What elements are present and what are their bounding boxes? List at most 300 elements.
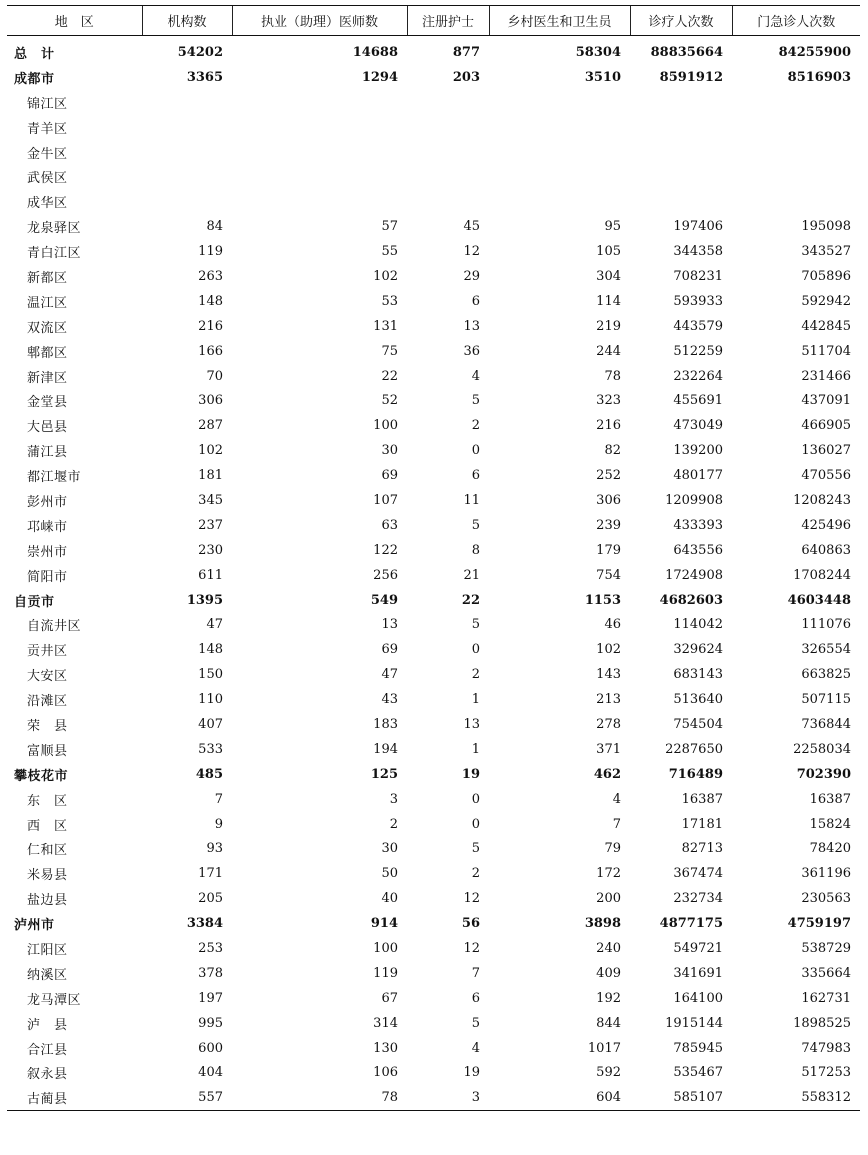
table-row: [7, 637, 860, 662]
nurses-cell: 4: [471, 1040, 480, 1056]
visits-cell: 8591912: [659, 69, 723, 85]
village-doctors-cell: 240: [596, 941, 621, 956]
outpatient-visits-cell: [732, 189, 860, 214]
village-doctors-cell: 239: [596, 517, 621, 533]
institutions-cell: 287: [198, 418, 223, 434]
physicians-cell: 53: [381, 293, 398, 309]
outpatient-visits-cell: 640863: [801, 542, 851, 558]
village-doctors-cell: 82: [604, 443, 621, 459]
institutions-cell: 148: [198, 642, 223, 658]
outpatient-visits-cell: 702390: [796, 766, 851, 782]
institutions-cell: 7: [214, 791, 223, 807]
nurses-cell: 19: [461, 766, 480, 782]
physicians-cell: 183: [373, 716, 398, 732]
table-row: [7, 612, 860, 637]
visits-cell: [630, 115, 732, 140]
village-doctors-cell: 114: [596, 293, 621, 309]
village-doctors-cell: [489, 164, 630, 189]
table-row: [7, 787, 860, 812]
physicians-cell: 314: [373, 1015, 398, 1031]
visits-cell: 455691: [673, 393, 723, 409]
table-row: [7, 762, 860, 787]
region-name-cell: 简阳市: [27, 569, 68, 585]
physicians-cell: 67: [381, 990, 398, 1006]
region-name-cell: 郫都区: [27, 345, 68, 361]
region-name-cell: 锦江区: [27, 96, 68, 112]
institutions-cell: 263: [198, 268, 223, 284]
table-header-row: [7, 6, 860, 36]
visits-cell: 643556: [673, 542, 723, 558]
table-row: [7, 986, 860, 1011]
outpatient-visits-cell: [732, 90, 860, 115]
table-row: [7, 488, 860, 513]
physicians-cell: 69: [381, 642, 398, 658]
nurses-cell: 6: [471, 468, 480, 484]
table-row: [7, 1085, 860, 1110]
nurses-cell: 2: [471, 667, 480, 683]
village-doctors-cell: 192: [596, 990, 621, 1006]
physicians-cell: 52: [381, 393, 398, 409]
physicians-cell: 47: [381, 667, 398, 683]
institutions-cell: 150: [198, 667, 223, 683]
village-doctors-cell: 1017: [587, 1040, 621, 1056]
table-row: [7, 886, 860, 911]
region-name-cell: 仁和区: [27, 843, 68, 859]
table-row: [7, 662, 860, 687]
visits-cell: 4877175: [659, 916, 723, 932]
physicians-cell: 131: [373, 318, 398, 334]
institutions-cell: 197: [198, 990, 223, 1006]
outpatient-visits-cell: 437091: [801, 393, 851, 409]
village-doctors-cell: [489, 115, 630, 140]
visits-cell: 785945: [673, 1040, 723, 1056]
table-row: [7, 513, 860, 538]
institutions-cell: 378: [198, 965, 223, 981]
nurses-cell: 1: [471, 692, 480, 708]
outpatient-visits-cell: 1898525: [793, 1015, 851, 1031]
physicians-cell: 63: [381, 517, 398, 533]
visits-cell: 341691: [673, 965, 723, 981]
nurses-cell: 19: [463, 1065, 480, 1081]
physicians-cell: 107: [373, 492, 398, 508]
outpatient-visits-cell: 361196: [801, 866, 851, 882]
nurses-cell: 6: [471, 293, 480, 309]
nurses-cell: 0: [471, 443, 480, 459]
institutions-cell: 110: [198, 692, 223, 708]
nurses-cell: 13: [463, 318, 480, 334]
institutions-cell: [142, 189, 232, 214]
outpatient-visits-cell: [732, 140, 860, 165]
outpatient-visits-cell: 592942: [801, 293, 851, 309]
region-name-cell: 古蔺县: [7, 1085, 142, 1110]
visits-cell: 114042: [673, 617, 723, 633]
nurses-cell: 5: [471, 841, 480, 857]
region-name-cell: 青羊区: [27, 121, 68, 137]
table-row: [7, 687, 860, 712]
region-name-cell: 都江堰市: [27, 470, 82, 486]
visits-cell: 473049: [673, 418, 723, 434]
outpatient-visits-cell: 507115: [801, 692, 851, 708]
institutions-cell: [142, 164, 232, 189]
nurses-cell: 7: [471, 965, 480, 981]
physicians-cell: 2: [389, 816, 398, 832]
institutions-cell: 404: [198, 1065, 223, 1081]
region-name-cell: 新津区: [27, 370, 68, 386]
visits-cell: 512259: [673, 343, 723, 359]
village-doctors-cell: 78: [604, 368, 621, 384]
region-name-cell: 东 区: [27, 793, 68, 809]
table-body: [7, 36, 860, 1111]
physicians-cell: [232, 115, 407, 140]
institutions-cell: [142, 115, 232, 140]
visits-cell: 683143: [673, 667, 723, 683]
table-row: [7, 90, 860, 115]
header-outpatient-visits: 门急诊人次数: [732, 6, 860, 36]
nurses-cell: 2: [471, 418, 480, 434]
physicians-cell: 1294: [361, 69, 398, 85]
outpatient-visits-cell: 162731: [801, 990, 851, 1006]
visits-cell: 585107: [630, 1085, 732, 1110]
institutions-cell: 3365: [186, 69, 223, 85]
outpatient-visits-cell: 326554: [801, 642, 851, 658]
table-row: [7, 314, 860, 339]
region-name-cell: 金牛区: [27, 146, 68, 162]
table-row: [7, 588, 860, 613]
visits-cell: 17181: [681, 816, 723, 832]
nurses-cell: 12: [463, 244, 480, 260]
physicians-cell: 256: [373, 567, 398, 583]
nurses-cell: 203: [452, 69, 480, 85]
visits-cell: [630, 90, 732, 115]
statistics-table-page: [7, 5, 860, 1111]
outpatient-visits-cell: 15824: [809, 816, 851, 832]
visits-cell: 4682603: [659, 592, 723, 608]
region-name-cell: 龙泉驿区: [27, 221, 82, 237]
region-name-cell: 成华区: [27, 196, 68, 212]
nurses-cell: 1: [471, 741, 480, 757]
nurses-cell: [407, 140, 489, 165]
table-row: [7, 115, 860, 140]
physicians-cell: [232, 140, 407, 165]
physicians-cell: 914: [370, 916, 398, 932]
visits-cell: 88835664: [650, 44, 723, 60]
region-name-cell: 双流区: [27, 320, 68, 336]
outpatient-visits-cell: 663825: [801, 667, 851, 683]
health-statistics-table: [7, 5, 860, 1111]
visits-cell: 16387: [681, 791, 723, 807]
physicians-cell: 106: [373, 1065, 398, 1081]
outpatient-visits-cell: 1708244: [793, 567, 851, 583]
table-row: [7, 289, 860, 314]
outpatient-visits-cell: 195098: [801, 219, 851, 235]
visits-cell: 82713: [681, 841, 723, 857]
visits-cell: 232734: [673, 891, 723, 907]
physicians-cell: 119: [373, 965, 398, 981]
village-doctors-cell: 323: [596, 393, 621, 409]
region-name-cell: 自贡市: [14, 594, 55, 610]
nurses-cell: [407, 115, 489, 140]
region-name-cell: 贡井区: [27, 644, 68, 660]
table-row: [7, 936, 860, 961]
physicians-cell: 102: [373, 268, 398, 284]
region-name-cell: 合江县: [27, 1042, 68, 1058]
region-name-cell: 温江区: [27, 295, 68, 311]
header-visits: 诊疗人次数: [630, 6, 732, 36]
institutions-cell: 611: [198, 567, 223, 583]
institutions-cell: 485: [195, 766, 223, 782]
region-name-cell: 纳溪区: [27, 967, 68, 983]
region-name-cell: 青白江区: [27, 246, 82, 262]
table-row: [7, 737, 860, 762]
institutions-cell: 533: [198, 741, 223, 757]
nurses-cell: 5: [471, 1015, 480, 1031]
village-doctors-cell: 102: [596, 642, 621, 658]
table-row: [7, 861, 860, 886]
header-village-doctors: 乡村医生和卫生员: [489, 6, 630, 36]
region-name-cell: 龙马潭区: [27, 992, 82, 1008]
visits-cell: 232264: [673, 368, 723, 384]
physicians-cell: 78: [232, 1085, 407, 1110]
institutions-cell: 119: [198, 244, 223, 260]
institutions-cell: 600: [198, 1040, 223, 1056]
physicians-cell: 75: [381, 343, 398, 359]
village-doctors-cell: 462: [593, 766, 621, 782]
table-row: [7, 812, 860, 837]
village-doctors-cell: 754: [596, 567, 621, 583]
visits-cell: 480177: [673, 468, 723, 484]
visits-cell: 1209908: [665, 492, 723, 508]
village-doctors-cell: 304: [596, 268, 621, 284]
physicians-cell: 549: [370, 592, 398, 608]
table-row: [7, 1036, 860, 1061]
village-doctors-cell: 216: [596, 418, 621, 434]
village-doctors-cell: 4: [612, 791, 621, 807]
institutions-cell: 70: [206, 368, 223, 384]
outpatient-visits-cell: 230563: [801, 891, 851, 907]
institutions-cell: 166: [198, 343, 223, 359]
institutions-cell: 253: [198, 941, 223, 956]
nurses-cell: 877: [452, 44, 480, 60]
physicians-cell: 100: [373, 941, 398, 956]
table-row: [7, 36, 860, 65]
table-row: [7, 214, 860, 239]
physicians-cell: 30: [381, 443, 398, 459]
visits-cell: 2287650: [665, 741, 723, 757]
nurses-cell: 13: [463, 716, 480, 732]
visits-cell: 535467: [673, 1065, 723, 1081]
table-row: [7, 189, 860, 214]
region-name-cell: 江阳区: [27, 943, 68, 958]
outpatient-visits-cell: 4603448: [787, 592, 851, 608]
institutions-cell: [142, 140, 232, 165]
nurses-cell: 29: [463, 268, 480, 284]
region-name-cell: 崇州市: [27, 544, 68, 560]
village-doctors-cell: 409: [596, 965, 621, 981]
visits-cell: 367474: [673, 866, 723, 882]
visits-cell: 549721: [673, 941, 723, 956]
institutions-cell: 995: [198, 1015, 223, 1031]
table-row: [7, 388, 860, 413]
institutions-cell: 306: [198, 393, 223, 409]
table-row: [7, 911, 860, 936]
physicians-cell: 100: [373, 418, 398, 434]
physicians-cell: 22: [381, 368, 398, 384]
visits-cell: 433393: [673, 517, 723, 533]
physicians-cell: 43: [381, 692, 398, 708]
institutions-cell: 216: [198, 318, 223, 334]
visits-cell: 1724908: [665, 567, 723, 583]
physicians-cell: 14688: [352, 44, 398, 60]
nurses-cell: 0: [471, 642, 480, 658]
region-name-cell: 武侯区: [27, 171, 68, 187]
village-doctors-cell: [489, 90, 630, 115]
outpatient-visits-cell: 425496: [801, 517, 851, 533]
table-row: [7, 1061, 860, 1086]
visits-cell: 443579: [673, 318, 723, 334]
village-doctors-cell: 105: [596, 244, 621, 260]
region-name-cell: 金堂县: [27, 395, 68, 411]
physicians-cell: 50: [381, 866, 398, 882]
table-row: [7, 1011, 860, 1036]
region-name-cell: 沿滩区: [27, 694, 68, 710]
outpatient-visits-cell: 4759197: [787, 916, 851, 932]
visits-cell: 593933: [673, 293, 723, 309]
outpatient-visits-cell: 466905: [801, 418, 851, 434]
institutions-cell: 557: [142, 1085, 232, 1110]
table-row: [7, 164, 860, 189]
region-name-cell: 蒲江县: [27, 445, 68, 461]
nurses-cell: 21: [463, 567, 480, 583]
village-doctors-cell: 3510: [584, 69, 621, 85]
institutions-cell: 84: [206, 219, 223, 235]
header-region: 地 区: [7, 6, 142, 36]
village-doctors-cell: 7: [612, 816, 621, 832]
village-doctors-cell: 46: [604, 617, 621, 633]
physicians-cell: 130: [373, 1040, 398, 1056]
outpatient-visits-cell: 511704: [801, 343, 851, 359]
village-doctors-cell: 1153: [584, 592, 621, 608]
institutions-cell: [142, 90, 232, 115]
institutions-cell: 93: [206, 841, 223, 857]
village-doctors-cell: 604: [489, 1085, 630, 1110]
region-name-cell: 米易县: [27, 868, 68, 884]
outpatient-visits-cell: 736844: [801, 716, 851, 732]
region-name-cell: 成都市: [14, 71, 55, 87]
institutions-cell: 171: [198, 866, 223, 882]
visits-cell: [630, 164, 732, 189]
nurses-cell: 4: [471, 368, 480, 384]
region-name-cell: 大邑县: [27, 420, 68, 436]
village-doctors-cell: 3898: [584, 916, 621, 932]
nurses-cell: 5: [471, 393, 480, 409]
table-row: [7, 413, 860, 438]
outpatient-visits-cell: 538729: [801, 941, 851, 956]
outpatient-visits-cell: 78420: [809, 841, 851, 857]
region-name-cell: 西 区: [27, 818, 68, 834]
village-doctors-cell: 844: [596, 1015, 621, 1031]
region-name-cell: 自流井区: [27, 619, 82, 635]
village-doctors-cell: 143: [596, 667, 621, 683]
visits-cell: 1915144: [665, 1015, 723, 1031]
institutions-cell: 102: [198, 443, 223, 459]
physicians-cell: 194: [373, 741, 398, 757]
table-row: [7, 837, 860, 862]
village-doctors-cell: 219: [596, 318, 621, 334]
village-doctors-cell: [489, 140, 630, 165]
physicians-cell: 55: [381, 244, 398, 260]
table-row: [7, 264, 860, 289]
header-institutions: 机构数: [142, 6, 232, 36]
outpatient-visits-cell: 136027: [801, 443, 851, 459]
village-doctors-cell: 172: [596, 866, 621, 882]
table-row: [7, 712, 860, 737]
village-doctors-cell: 213: [596, 692, 621, 708]
outpatient-visits-cell: 442845: [801, 318, 851, 334]
outpatient-visits-cell: 705896: [801, 268, 851, 284]
nurses-cell: 0: [471, 816, 480, 832]
table-row: [7, 339, 860, 364]
nurses-cell: 22: [461, 592, 480, 608]
institutions-cell: 407: [198, 716, 223, 732]
nurses-cell: 12: [463, 941, 480, 956]
village-doctors-cell: [489, 189, 630, 214]
region-name-cell: 盐边县: [27, 893, 68, 909]
table-row: [7, 463, 860, 488]
table-row: [7, 364, 860, 389]
nurses-cell: 45: [463, 219, 480, 235]
institutions-cell: 237: [198, 517, 223, 533]
physicians-cell: 13: [381, 617, 398, 633]
outpatient-visits-cell: 8516903: [787, 69, 851, 85]
visits-cell: 139200: [673, 443, 723, 459]
region-name-cell: 泸州市: [14, 918, 55, 934]
institutions-cell: 230: [198, 542, 223, 558]
outpatient-visits-cell: 747983: [801, 1040, 851, 1056]
village-doctors-cell: 95: [604, 219, 621, 235]
nurses-cell: 36: [463, 343, 480, 359]
outpatient-visits-cell: [732, 164, 860, 189]
nurses-cell: 11: [463, 492, 480, 508]
nurses-cell: 56: [461, 916, 480, 932]
header-physicians: 执业（助理）医师数: [232, 6, 407, 36]
table-row: [7, 961, 860, 986]
outpatient-visits-cell: 1208243: [793, 492, 851, 508]
institutions-cell: 148: [198, 293, 223, 309]
outpatient-visits-cell: 517253: [801, 1065, 851, 1081]
region-name-cell: 总 计: [14, 46, 55, 62]
visits-cell: 197406: [673, 219, 723, 235]
region-name-cell: 攀枝花市: [14, 768, 69, 784]
outpatient-visits-cell: 231466: [801, 368, 851, 384]
nurses-cell: [407, 189, 489, 214]
table-row: [7, 239, 860, 264]
nurses-cell: 0: [471, 791, 480, 807]
physicians-cell: 57: [381, 219, 398, 235]
nurses-cell: 3: [407, 1085, 489, 1110]
village-doctors-cell: 179: [596, 542, 621, 558]
nurses-cell: 2: [471, 866, 480, 882]
visits-cell: 754504: [673, 716, 723, 732]
region-name-cell: 叙永县: [27, 1067, 68, 1083]
institutions-cell: 47: [206, 617, 223, 633]
table-row: [7, 140, 860, 165]
outpatient-visits-cell: 335664: [801, 965, 851, 981]
nurses-cell: 5: [471, 517, 480, 533]
village-doctors-cell: 371: [596, 741, 621, 757]
institutions-cell: 9: [214, 816, 223, 832]
physicians-cell: [232, 164, 407, 189]
outpatient-visits-cell: [732, 115, 860, 140]
